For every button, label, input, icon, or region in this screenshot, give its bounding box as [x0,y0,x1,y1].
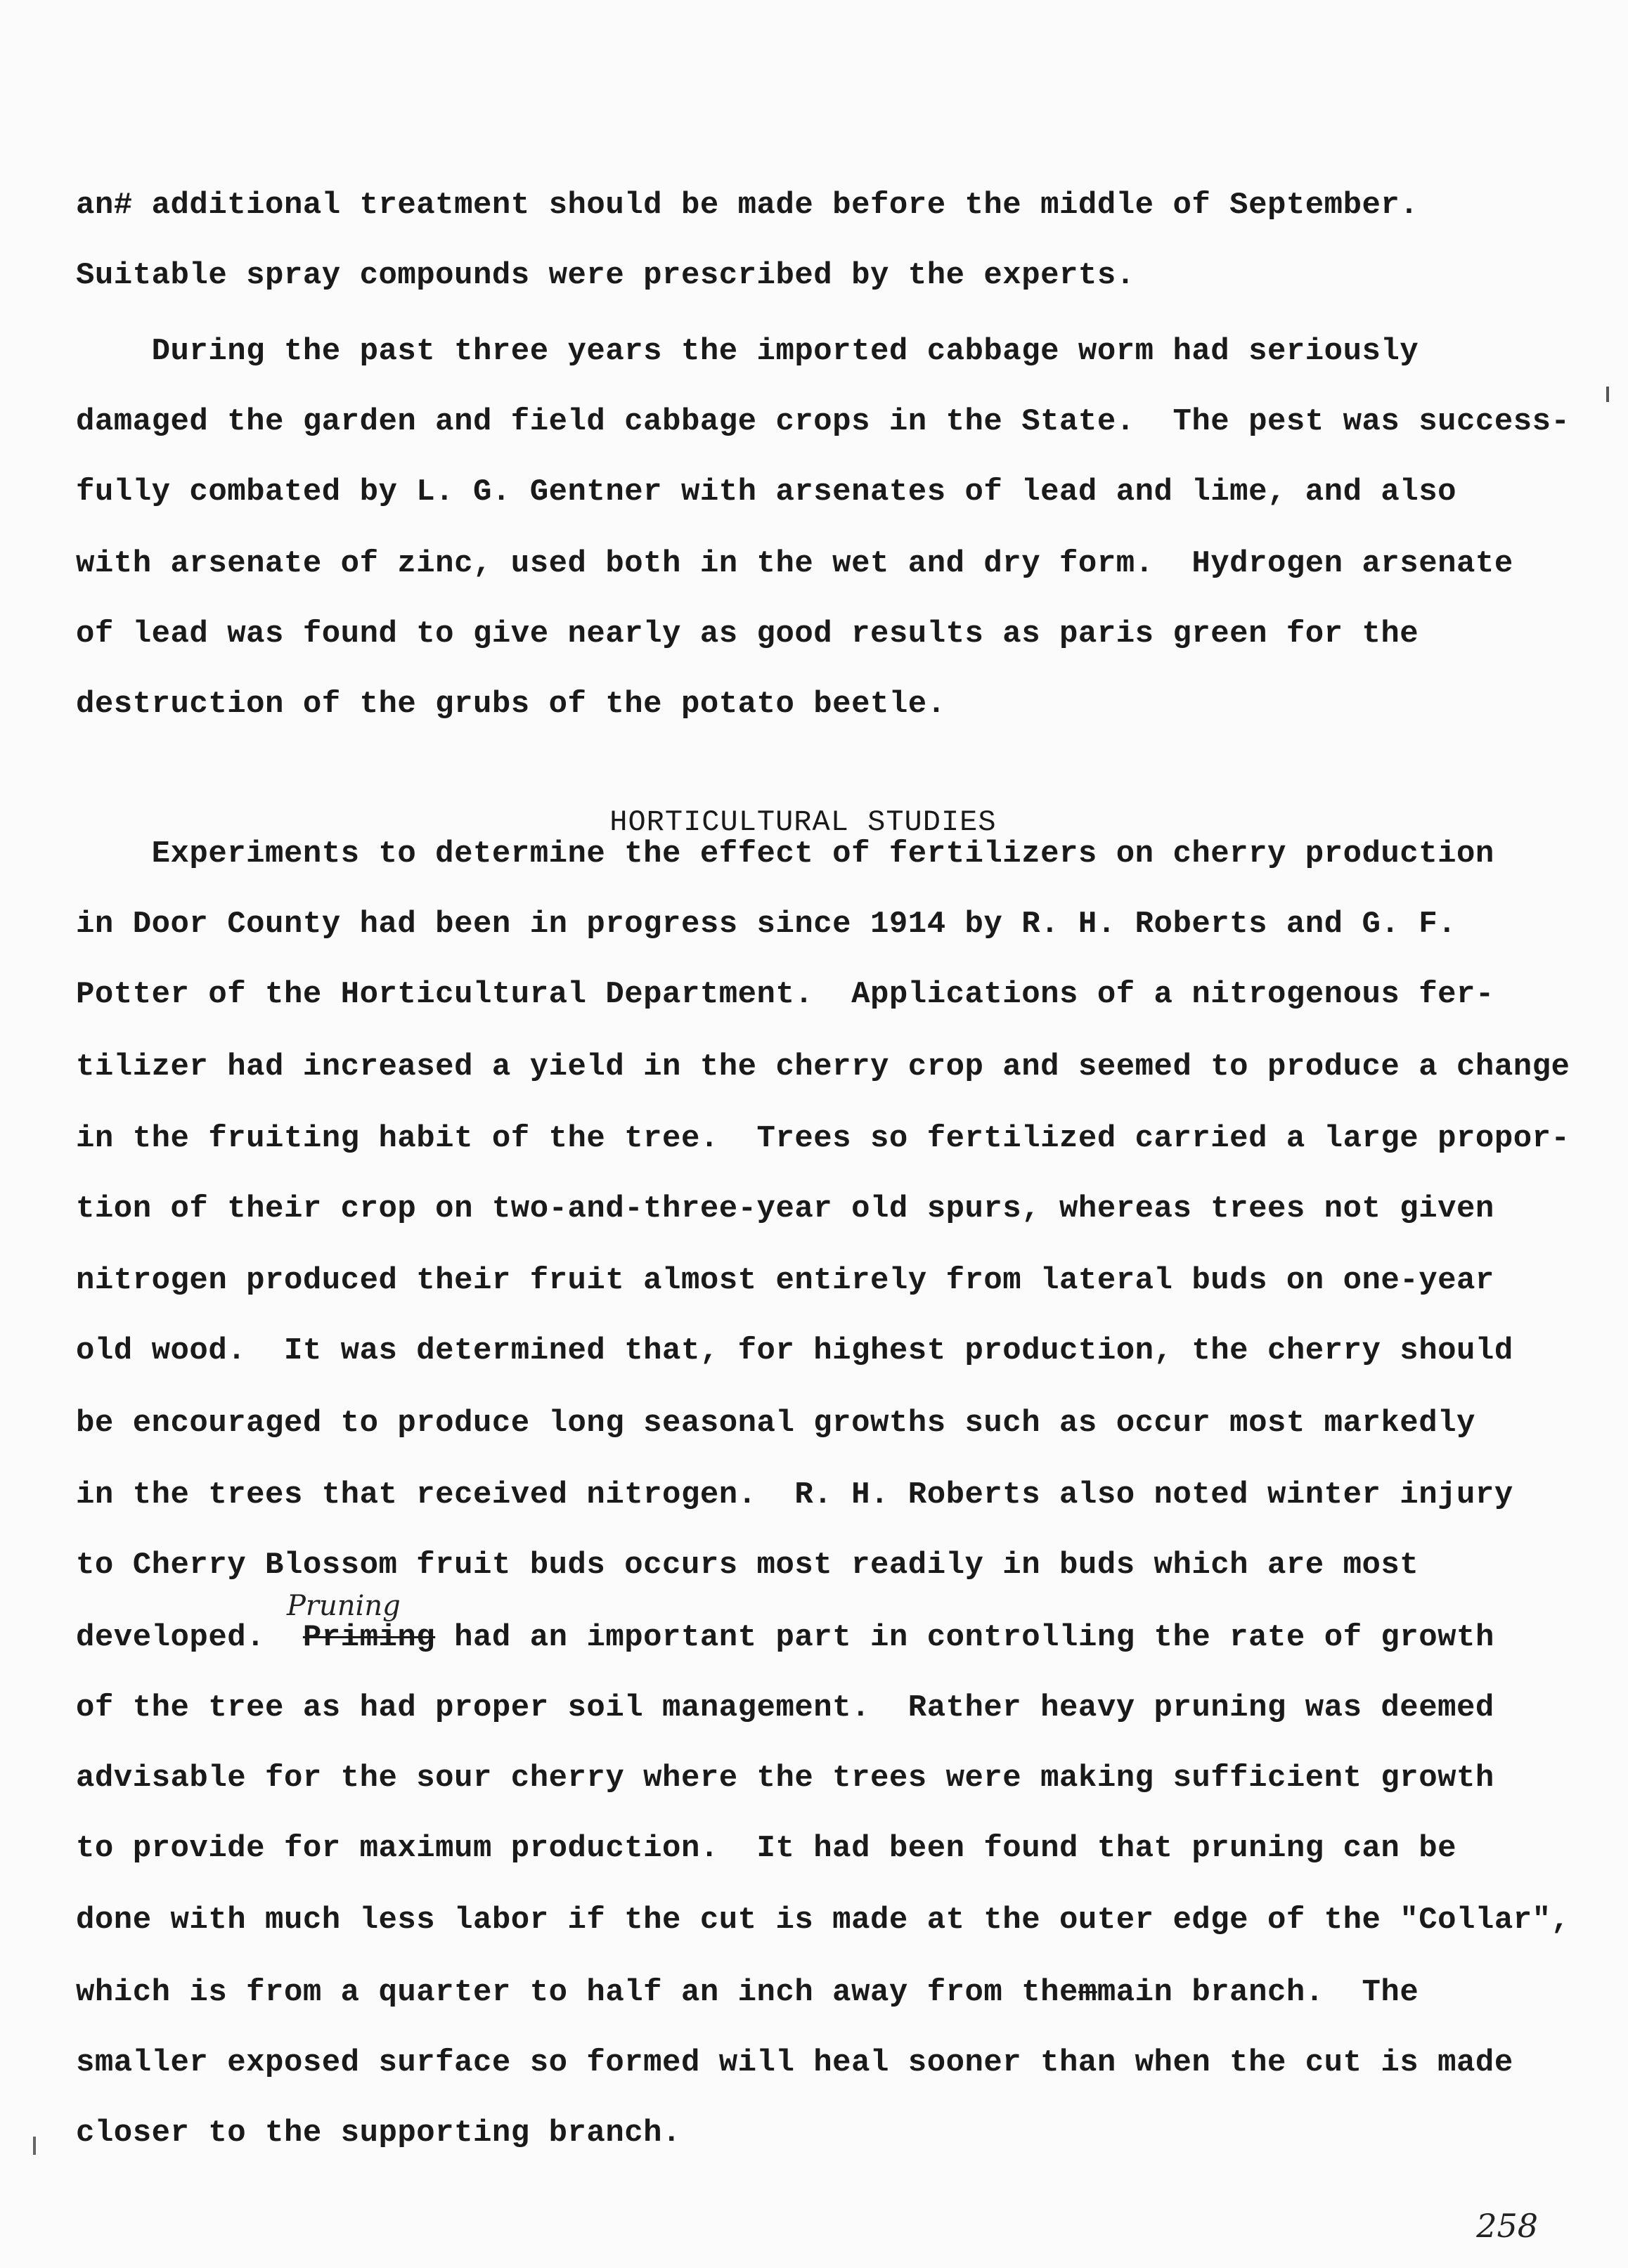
text-line: in the trees that received nitrogen. R. H. Roberts also noted winter injury [76,1477,1513,1512]
text-line: in Door County had been in progress since 1914 by R. H. Roberts and G. F. [76,907,1457,942]
text-line: Potter of the Horticultural Department. Applications of a nitrogenous fer- [76,977,1494,1012]
text-line: During the past three years the imported cabbage worm had seriously [76,334,1419,369]
text-line: an# additional treatment should be made before the middle of September. [76,188,1419,223]
text-line: done with much less labor if the cut is made at the outer edge of the "Collar", [76,1903,1570,1938]
handwritten-correction: Pruning [287,1590,401,1622]
text-line: with arsenate of zinc, used both in the wet and dry form. Hydrogen arsenate [76,546,1513,581]
section-heading-text: HORTICULTURAL STUDIES [609,805,997,839]
text-line: of the tree as had proper soil management. Rather heavy pruning was deemed [76,1690,1494,1725]
text-line: destruction of the grubs of the potato beetle. [76,687,946,722]
text-line: tilizer had increased a yield in the cherry crop and seemed to produce a change [76,1049,1570,1084]
text-segment: had an important part in controlling the rate of growth [435,1620,1494,1655]
text-line: damaged the garden and field cabbage crops in the State. The pest was success- [76,404,1570,439]
text-line: of lead was found to give nearly as good results as paris green for the [76,616,1419,652]
text-line: tion of their crop on two-and-three-year old spurs, whereas trees not given [76,1191,1494,1226]
text-line: smaller exposed surface so formed will heal sooner than when the cut is made [76,2045,1513,2080]
text-segment: developed. [76,1620,303,1655]
struck-letter: m [1078,1975,1097,2010]
text-line: Suitable spray compounds were prescribed by the experts. [76,258,1135,293]
margin-mark [1606,387,1609,402]
text-line: nitrogen produced their fruit almost entirely from lateral buds on one-year [76,1263,1494,1298]
text-line: to provide for maximum production. It had been found that pruning can be [76,1831,1457,1866]
text-line [76,1616,1494,1659]
text-line: old wood. It was determined that, for highest production, the cherry should [76,1333,1513,1368]
margin-mark [33,2137,36,2155]
struck-word: Priming [302,1620,436,1655]
text-line [76,1971,1419,2014]
text-segment: which is from a quarter to half an inch away from the [76,1975,1078,2010]
text-line: fully combated by L. G. Gentner with arsenates of lead and lime, and also [76,474,1457,510]
text-line: in the fruiting habit of the tree. Trees so fertilized carried a large propor- [76,1121,1570,1156]
text-line: to Cherry Blossom fruit buds occurs most readily in buds which are most [76,1548,1419,1583]
text-line: closer to the supporting branch. [76,2115,681,2151]
page-number: 258 [1476,2207,1538,2245]
text-line: be encouraged to produce long seasonal growths such as occur most markedly [76,1406,1475,1441]
text-segment: main branch. The [1097,1975,1419,2010]
text-line: advisable for the sour cherry where the trees were making sufficient growth [76,1761,1494,1796]
text-line: Experiments to determine the effect of fertilizers on cherry production [76,836,1494,871]
